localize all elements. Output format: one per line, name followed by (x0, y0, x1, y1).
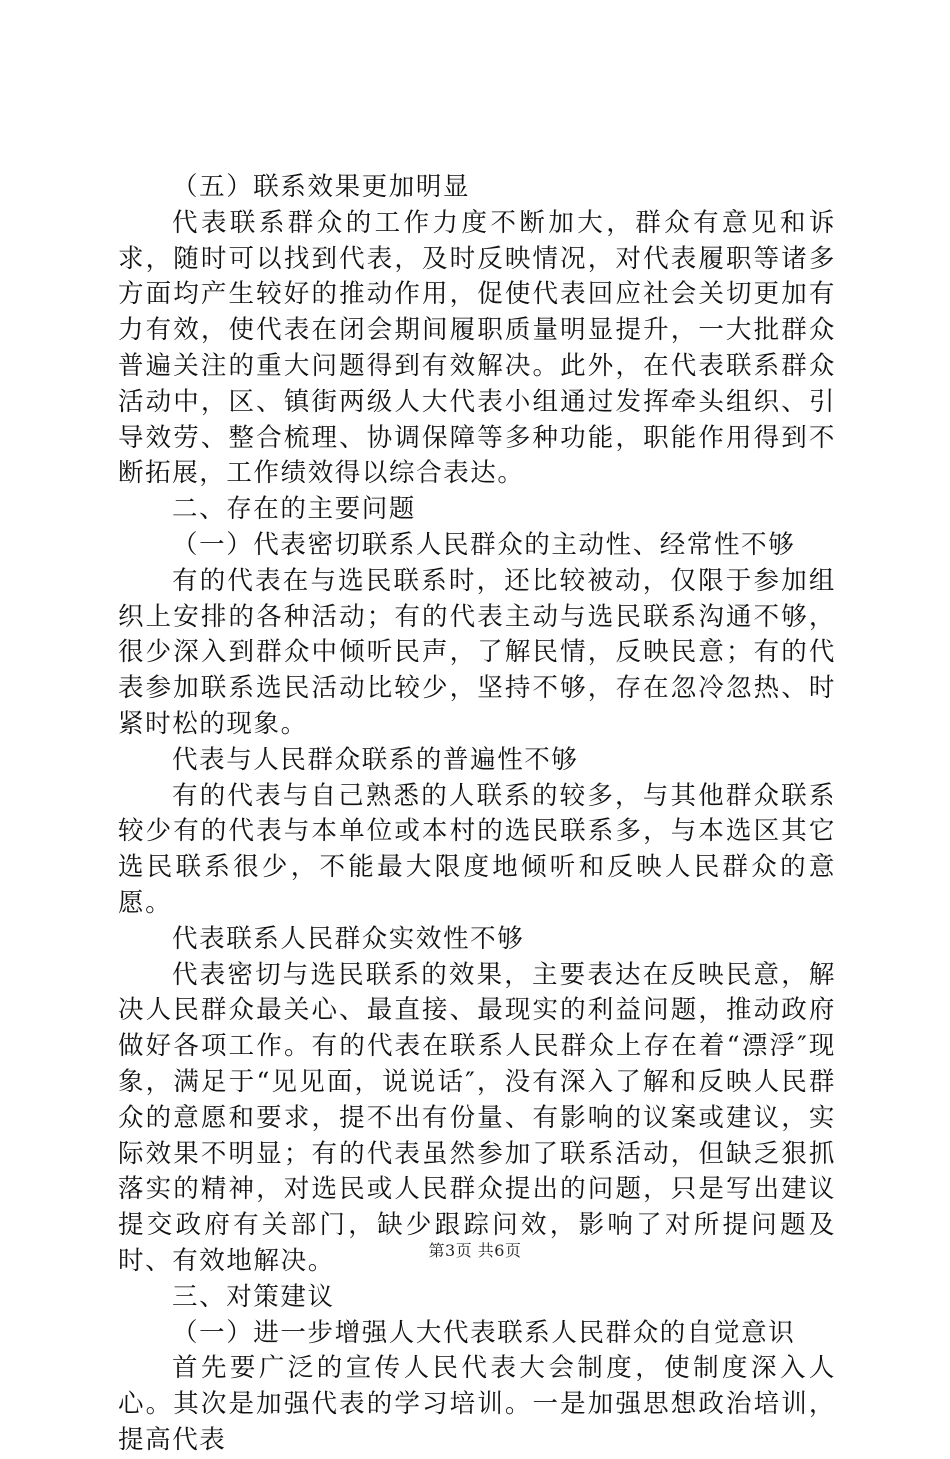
subsection-heading: 代表联系人民群众实效性不够 (172, 923, 525, 954)
body-paragraph: 首先要广泛的宣传人民代表大会制度，使制度深入人心。其次是加强代表的学习培训。一是加强思想政治培训，提高代表 (118, 1353, 836, 1455)
body-paragraph: 有的代表与自己熟悉的人联系的较多，与其他群众联系较少有的代表与本单位或本村的选民联系多，与本选区其它选民联系很少，不能最大限度地倾听和反映人民群众的意愿。 (118, 780, 836, 918)
section-heading: （五）联系效果更加明显 (172, 172, 471, 202)
body-paragraph: 代表联系群众的工作力度不断加大，群众有意见和诉求，随时可以找到代表，及时反映情况，对代表履职等诸多方面均产生较好的推动作用，促使代表回应社会关切更加有力有效，使代表在闭会期间履职质量明显提升，一大批群众普遍关注的重大问题得到有效解决。此外，在代表联系群众活动中，区、镇街两级人大代表小组通过发挥牵头组织、引导效劳、整合梳理、协调保障等多种功能，职能作用得到不断拓展，工作绩效得以综合表达。 (118, 207, 836, 489)
document-body (118, 170, 836, 1459)
subsection-heading: （一）进一步增强人大代表联系人民群众的自觉意识 (172, 1317, 796, 1348)
section-heading: 二、存在的主要问题 (172, 494, 416, 525)
section-heading: 三、对策建议 (172, 1281, 335, 1312)
body-paragraph: 代表密切与选民联系的效果，主要表达在反映民意，解决人民群众最关心、最直接、最现实的利益问题，推动政府做好各项工作。有的代表在联系人民群众上存在着“漂浮″现象，满足于“见见面，说说话″，没有深入了解和反映人民群众的意愿和要求，提不出有份量、有影响的议案或建议，实际效果不明显；有的代表虽然参加了联系活动，但缺乏狠抓落实的精神，对选民或人民群众提出的问题，只是写出建议提交政府有关部门，缺少跟踪问效，影响了对所提问题及时、有效地解决。 (118, 959, 836, 1276)
subsection-heading: （一）代表密切联系人民群众的主动性、经常性不够 (172, 529, 796, 560)
body-paragraph: 有的代表在与选民联系时，还比较被动，仅限于参加组织上安排的各种活动；有的代表主动与选民联系沟通不够，很少深入到群众中倾听民声，了解民情，反映民意；有的代表参加联系选民活动比较少，坚持不够，存在忽冷忽热、时紧时松的现象。 (118, 565, 836, 739)
page-number-footer: 第3页 共6页 (428, 1241, 522, 1260)
subsection-heading: 代表与人民群众联系的普遍性不够 (172, 744, 579, 775)
